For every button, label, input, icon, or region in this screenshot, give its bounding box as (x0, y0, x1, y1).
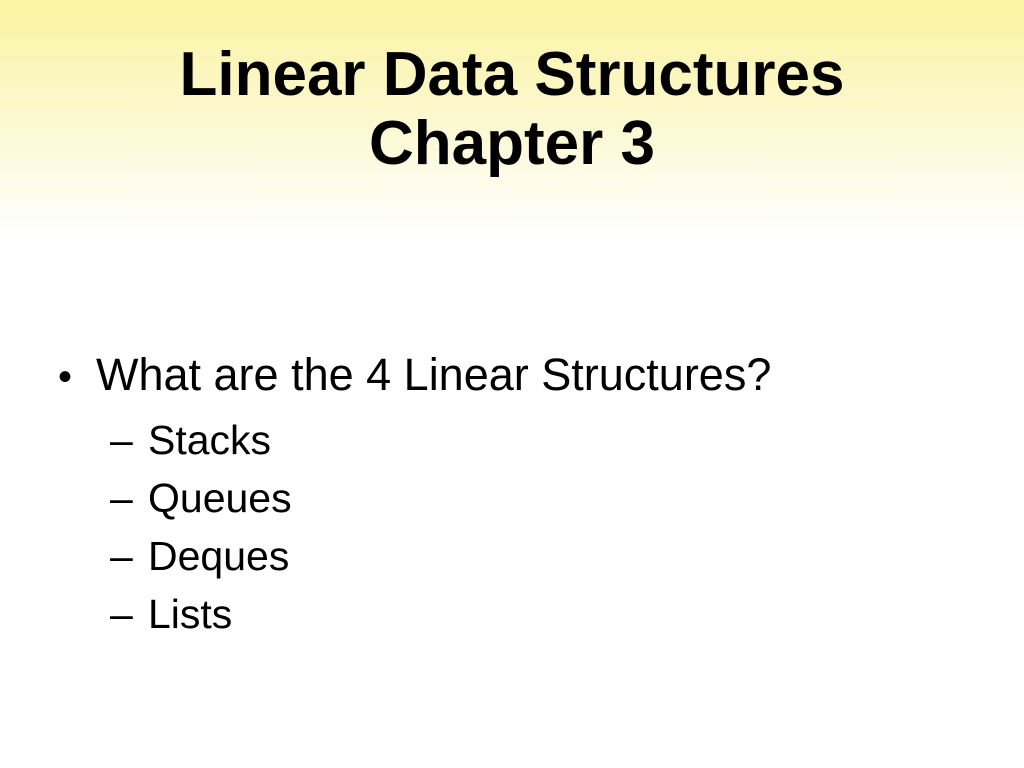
bullet-item-level2 (110, 469, 292, 527)
bullet-item-level1 (58, 349, 772, 400)
dash-marker: – (110, 475, 133, 521)
bullet-item-level2 (110, 585, 292, 643)
bullet-text: Stacks (148, 417, 272, 463)
bullet-text: Queues (148, 475, 292, 521)
bullet-text: Deques (148, 533, 290, 579)
dash-marker: – (110, 417, 133, 463)
bullet-item-level2 (110, 411, 292, 469)
bullet-text: Lists (148, 591, 233, 637)
bullet-dot-marker: • (58, 355, 73, 399)
dash-marker: – (110, 591, 133, 637)
dash-marker: – (110, 533, 133, 579)
bullet-item-level2 (110, 527, 292, 585)
bullet-text: What are the 4 Linear Structures? (96, 349, 772, 400)
title-line-2: Chapter 3 (369, 109, 655, 178)
title-line-1: Linear Data Structures (179, 40, 845, 109)
slide-title (0, 40, 1024, 178)
sub-bullet-list (110, 411, 292, 643)
